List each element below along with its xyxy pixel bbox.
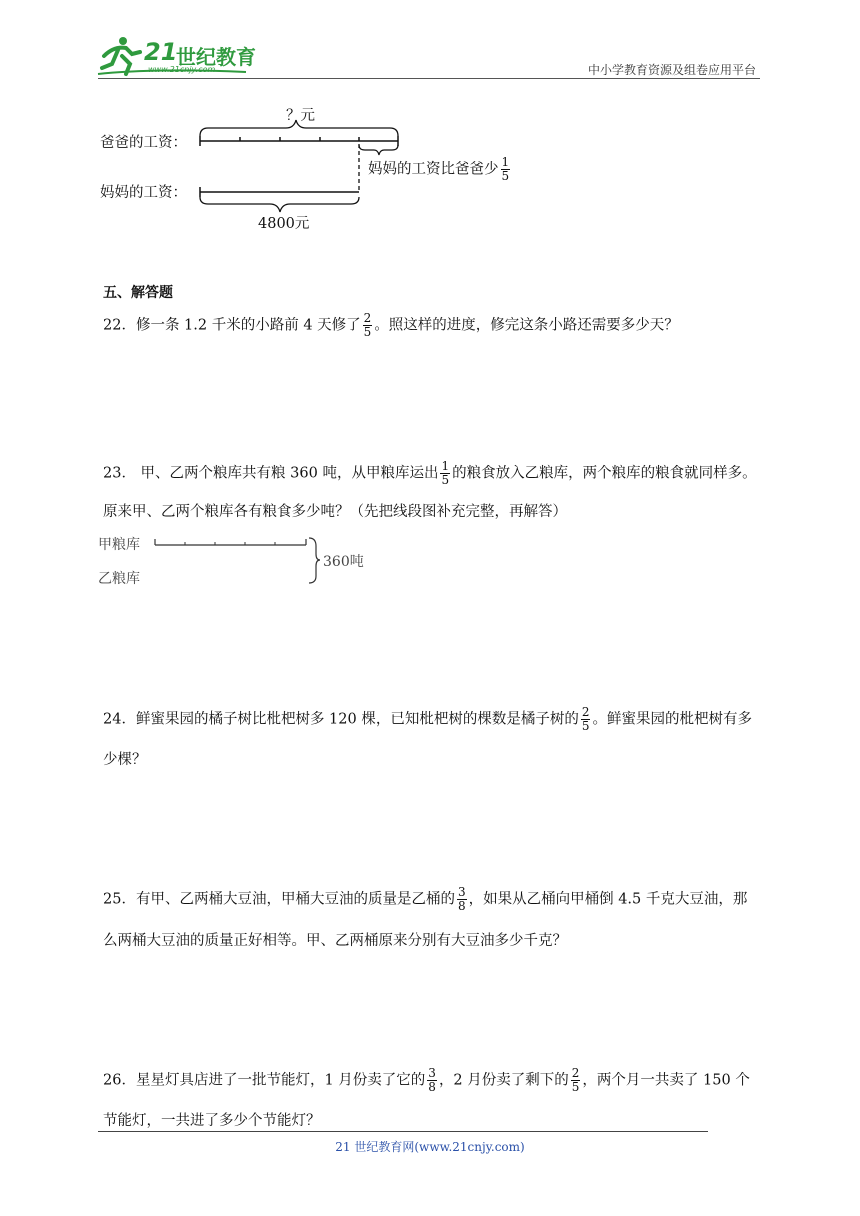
logo-text: 世纪教育 — [176, 45, 256, 69]
platform-name: 中小学教育资源及组卷应用平台 — [587, 63, 756, 77]
q26-fraction-2 — [571, 1067, 581, 1094]
fraction-numerator: 2 — [581, 705, 590, 719]
footer-link[interactable]: 21 世纪教育网(www.21cnjy.com) — [335, 1140, 525, 1154]
q24-fraction — [581, 706, 591, 733]
footer-divider — [98, 1131, 708, 1132]
question-26 — [103, 1067, 783, 1094]
granary-diagram — [98, 530, 398, 590]
mother-salary-label: 妈妈的工资： — [100, 185, 187, 201]
question-amount-label: ？元 — [286, 108, 315, 124]
q22-fraction — [363, 312, 373, 339]
fraction-denominator: 5 — [581, 719, 590, 733]
q25-line-2: 么两桶大豆油的质量正好相等。甲、乙两桶原来分别有大豆油多少千克？ — [103, 933, 567, 949]
granary-b-label: 乙粮库 — [98, 571, 140, 587]
fraction-denominator: 5 — [501, 169, 510, 183]
q26-text-b: ，2 月份卖了剩下的 — [438, 1072, 569, 1089]
fraction-denominator: 8 — [428, 1080, 436, 1094]
q25-text-b: ，如果从乙桶向甲桶倒 4.5 千克大豆油，那 — [468, 891, 748, 908]
granary-a-label: 甲粮库 — [98, 537, 140, 553]
question-24 — [103, 706, 783, 733]
fraction-numerator: 1 — [501, 155, 510, 169]
q26-text-c: ，两个月一共卖了 150 个 — [582, 1072, 750, 1089]
fraction-denominator: 5 — [441, 473, 450, 487]
q26-fraction-1 — [427, 1067, 437, 1094]
father-salary-label: 爸爸的工资： — [100, 135, 187, 151]
q23-text-a: 23． 甲、乙两个粮库共有粮 360 吨，从甲粮库运出 — [103, 465, 439, 482]
q24-line-2: 少棵？ — [103, 752, 147, 768]
q25-fraction — [457, 886, 467, 913]
q23-line-2: 原来甲、乙两个粮库各有粮食多少吨？（先把线段图补充完整，再解答） — [103, 504, 567, 520]
fraction-numerator: 3 — [457, 885, 466, 899]
logo-number: 21 — [144, 38, 178, 66]
question-25 — [103, 886, 783, 913]
fraction-denominator: 5 — [363, 325, 372, 339]
fraction-numerator: 2 — [571, 1066, 580, 1080]
salary-diagram — [100, 100, 560, 240]
site-logo — [96, 34, 266, 78]
header-divider — [98, 78, 760, 79]
q22-text-b: 。照这样的进度，修完这条小路还需要多少天？ — [374, 317, 679, 334]
q23-fraction — [440, 460, 450, 487]
logo-url: www.21cnjy.com — [148, 65, 216, 74]
q23-text-b: 的粮食放入乙粮库，两个粮库的粮食就同样多。 — [452, 465, 757, 482]
difference-fraction — [501, 156, 511, 183]
difference-text: 妈妈的工资比爸爸少 — [368, 161, 499, 178]
section-title: 五、解答题 — [103, 285, 173, 301]
fraction-numerator: 1 — [441, 459, 450, 473]
q26-text-a: 26．星星灯具店进了一批节能灯，1 月份卖了它的 — [103, 1072, 426, 1089]
granary-total-label: 360吨 — [323, 554, 364, 570]
fraction-denominator: 8 — [457, 899, 466, 913]
fraction-numerator: 2 — [363, 311, 372, 325]
fraction-numerator: 3 — [428, 1066, 436, 1080]
q26-line-2: 节能灯，一共进了多少个节能灯？ — [103, 1113, 321, 1129]
q24-text-a: 24．鲜蜜果园的橘子树比枇杷树多 120 棵，已知枇杷树的棵数是橘子树的 — [103, 711, 579, 728]
mother-amount-label: 4800元 — [258, 216, 310, 232]
q22-text-a: 22．修一条 1.2 千米的小路前 4 天修了 — [103, 317, 361, 334]
question-23 — [103, 460, 783, 487]
fraction-denominator: 5 — [571, 1080, 580, 1094]
q24-text-b: 。鲜蜜果园的枇杷树有多 — [592, 711, 752, 728]
question-22 — [103, 312, 783, 339]
q25-text-a: 25．有甲、乙两桶大豆油，甲桶大豆油的质量是乙桶的 — [103, 891, 455, 908]
difference-note — [368, 156, 512, 183]
